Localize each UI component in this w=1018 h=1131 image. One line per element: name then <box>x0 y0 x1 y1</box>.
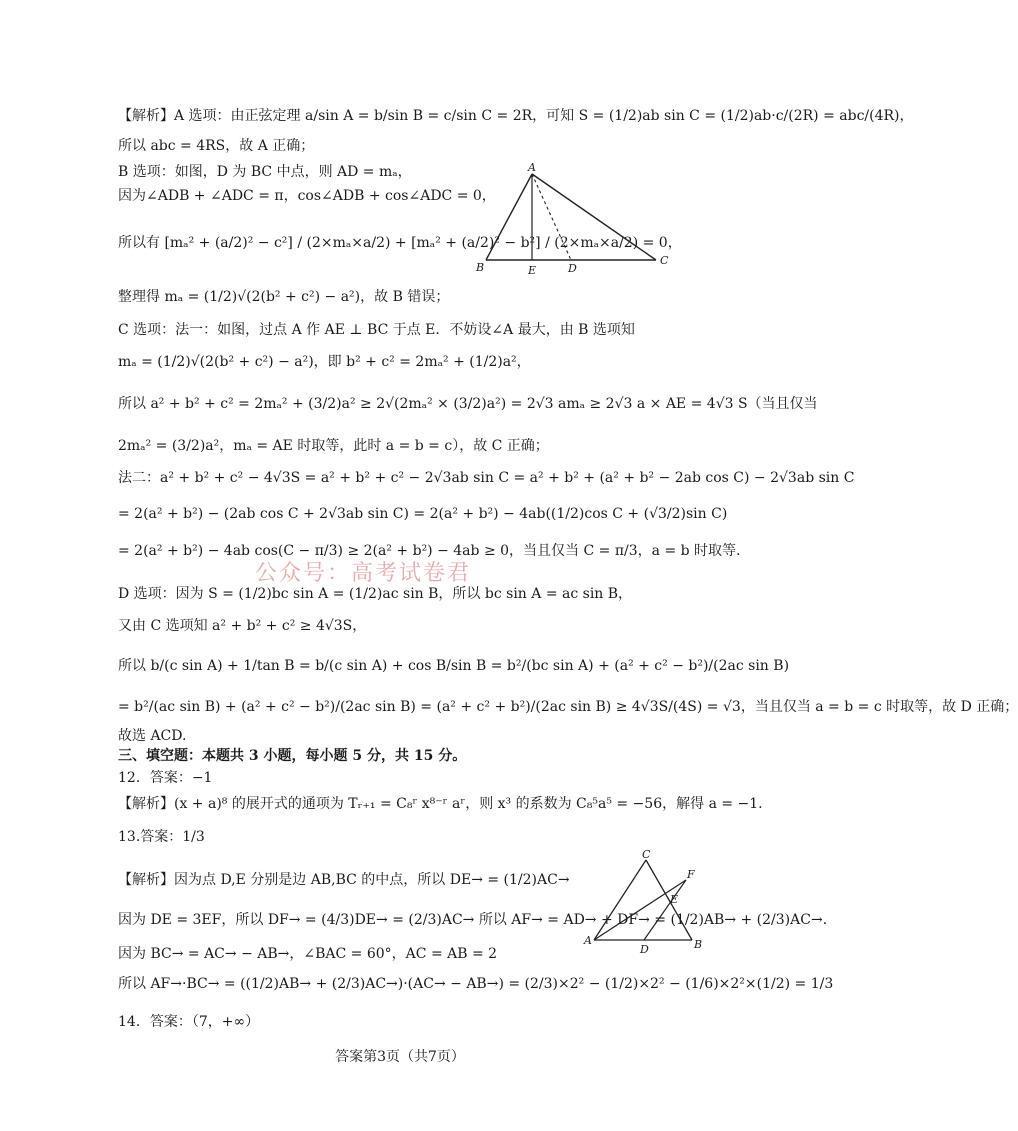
analysis-b-result: 整理得 mₐ = (1/2)√(2(b² + c²) − a²)，故 B 错误； <box>118 289 450 305</box>
analysis-c-inequality: 所以 a² + b² + c² = 2mₐ² + (3/2)a² ≥ 2√(2mₐ² × (3/2)a²) = 2√3 amₐ ≥ 2√3 a × AE = 4√3 S（当且仅当 <box>118 396 818 412</box>
side-ab <box>486 174 532 260</box>
q13-answer: 13.答案：1/3 <box>118 829 205 845</box>
analysis-c-method2-step2: = 2(a² + b²) − (2ab cos C + 2√3ab sin C) = 2(a² + b²) − 4ab((1/2)cos C + (√3/2)sin C) <box>118 506 728 522</box>
final-choice: 故选 ACD. <box>118 728 187 744</box>
analysis-c-method2: 法二：a² + b² + c² − 4√3S = a² + b² + c² − 2√3ab sin C = a² + b² + (a² + b² − 2ab cos C) − 2√3ab sin C <box>118 470 855 486</box>
analysis-c-equality: 2mₐ² = (3/2)a²，mₐ = AE 时取等，此时 a = b = c），故 C 正确； <box>118 438 549 454</box>
analysis-c-method1: C 选项：法一：如图，过点 A 作 AE ⊥ BC 于点 E．不妨设∠A 最大，由 B 选项知 <box>118 322 635 338</box>
analysis-c-median: mₐ = (1/2)√(2(b² + c²) − a²)，即 b² + c² = 2mₐ² + (1/2)a²， <box>118 354 531 370</box>
analysis-c-method2-step3: = 2(a² + b²) − 4ab cos(C − π/3) ≥ 2(a² + b²) − 4ab ≥ 0，当且仅当 C = π/3，a = b 时取等. <box>118 543 741 559</box>
label-c: C <box>660 254 669 267</box>
label-b: B <box>694 938 703 951</box>
analysis-d-step1: 所以 b/(c sin A) + 1/tan B = b/(c sin A) + cos B/sin B = b²/(bc sin A) + (a² + c² − b²)/(2ac sin B) <box>118 658 790 674</box>
label-d: D <box>568 262 577 275</box>
analysis-a-option: 【解析】A 选项：由正弦定理 a/sin A = b/sin B = c/sin C = 2R，可知 S = (1/2)ab sin C = (1/2)ab·c/(2R) = abc/(4R)， <box>118 108 914 124</box>
analysis-d-step2: = b²/(ac sin B) + (a² + c² − b²)/(2ac sin B) = (a² + c² + b²)/(2ac sin B) ≥ 4√3S/(4S) = √3，当且仅当 a = b = c 时取等，故 D 正确； <box>118 699 1018 715</box>
section-heading-fill-in: 三、填空题：本题共 3 小题，每小题 5 分，共 15 分。 <box>118 748 467 764</box>
segment-af <box>594 880 686 940</box>
analysis-d-option: D 选项：因为 S = (1/2)bc sin A = (1/2)ac sin B，所以 bc sin A = ac sin B， <box>118 586 633 602</box>
label-c: C <box>642 848 651 861</box>
side-ac <box>594 860 646 940</box>
label-e: E <box>528 264 537 277</box>
analysis-b-cosine-sum: 所以有 [mₐ² + (a/2)² − c²] / (2×mₐ×a/2) + [mₐ² + (a/2)² − b²] / (2×mₐ×a/2) = 0， <box>118 235 682 251</box>
label-a: A <box>528 161 536 174</box>
analysis-b-option: B 选项：如图，D 为 BC 中点，则 AD = mₐ， <box>118 164 412 180</box>
q12-answer: 12．答案：−1 <box>118 770 213 786</box>
q13-analysis-midpoints: 【解析】因为点 D,E 分别是边 AB,BC 的中点，所以 DE→ = (1/2)AC→ <box>118 872 570 888</box>
segment-df <box>644 880 686 940</box>
q13-analysis-vectors: 因为 DE = 3EF，所以 DF→ = (4/3)DE→ = (2/3)AC→ 所以 AF→ = AD→ + DF→ = (1/2)AB→ + (2/3)AC→． <box>118 912 837 928</box>
label-f: F <box>687 868 695 881</box>
label-a: A <box>584 934 592 947</box>
analysis-b-angles: 因为∠ADB + ∠ADC = π，cos∠ADB + cos∠ADC = 0， <box>118 188 496 204</box>
q13-analysis-given: 因为 BC→ = AC→ − AB→，∠BAC = 60°，AC = AB = 2 <box>118 946 498 962</box>
triangle-figure-2 <box>584 848 714 958</box>
q13-analysis-dot-product: 所以 AF→·BC→ = ((1/2)AB→ + (2/3)AC→)·(AC→ − AB→) = (2/3)×2² − (1/2)×2² − (1/6)×2²×(1/2) = 1/3 <box>118 976 834 992</box>
analysis-d-known: 又由 C 选项知 a² + b² + c² ≥ 4√3S， <box>118 618 367 634</box>
q14-answer: 14．答案：（7，+∞） <box>118 1014 260 1030</box>
watermark: 公众号：高考试卷君 <box>255 561 472 586</box>
label-d: D <box>640 943 649 956</box>
label-e: E <box>670 893 679 906</box>
analysis-a-conclusion: 所以 abc = 4RS，故 A 正确； <box>118 138 315 154</box>
side-ac <box>532 174 656 260</box>
label-b: B <box>476 261 485 274</box>
triangle-figure-1 <box>470 160 680 280</box>
page-footer: 答案第3页（共7页） <box>335 1049 465 1065</box>
q12-analysis: 【解析】(x + a)⁸ 的展开式的通项为 Tᵣ₊₁ = C₈ʳ x⁸⁻ʳ aʳ，则 x³ 的系数为 C₈⁵a⁵ = −56，解得 a = −1. <box>118 796 763 812</box>
